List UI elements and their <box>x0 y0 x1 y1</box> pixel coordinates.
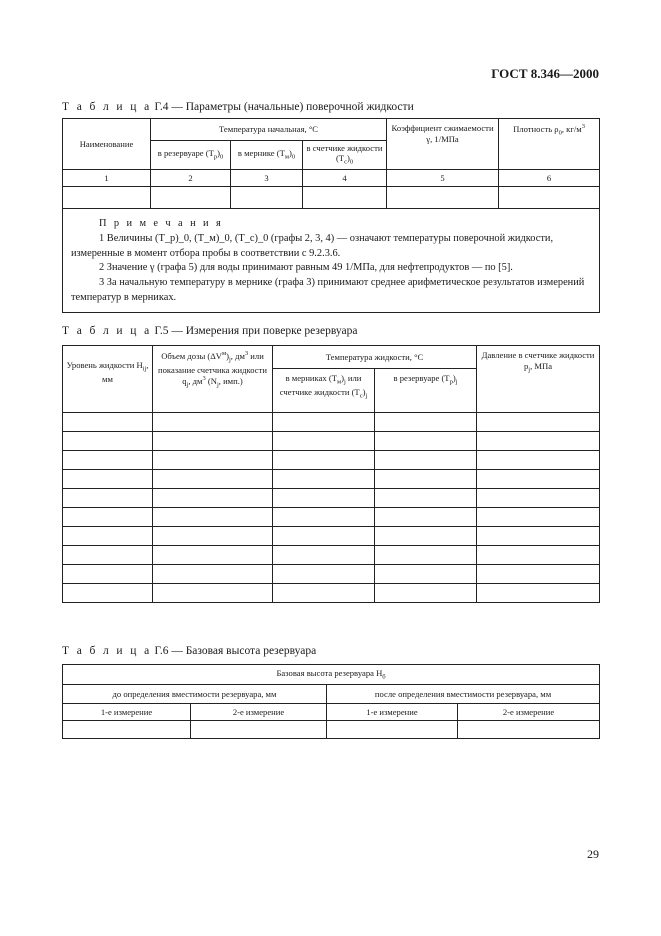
caption-text: — Параметры (начальные) поверочной жидкости <box>168 101 414 113</box>
table-cell <box>63 489 153 508</box>
header-temp-group: Температура начальная, °С <box>151 119 387 141</box>
header-temp-counter: в счетчике жидкости $(T_с)_0$ <box>303 141 387 170</box>
table-cell <box>375 508 477 527</box>
table-cell <box>375 413 477 432</box>
table-cell <box>273 451 375 470</box>
table-cell <box>63 432 153 451</box>
table-cell <box>477 584 600 603</box>
table-row <box>63 721 600 739</box>
table-cell <box>153 527 273 546</box>
table-cell <box>375 470 477 489</box>
table-cell <box>375 451 477 470</box>
table-cell <box>153 565 273 584</box>
header-level: Уровень жидкости $H_{ij}$, мм <box>63 346 153 413</box>
table-cell <box>477 546 600 565</box>
caption-text: — Базовая высота резервуара <box>168 645 317 657</box>
table-cell <box>273 470 375 489</box>
note-3: 3 За начальную температуру в мернике (графа 3) принимают среднее арифметическое результатов измерений температур в мерниках. <box>71 277 585 303</box>
header-before-m2: 2-е измерение <box>191 704 327 721</box>
table-cell <box>375 584 477 603</box>
table-cell <box>273 546 375 565</box>
table-row <box>63 546 600 565</box>
header-before: до определения вместимости резервуара, мм <box>63 685 327 704</box>
table-g5 <box>62 345 600 603</box>
table-row <box>63 470 600 489</box>
table-row <box>63 432 600 451</box>
table-cell <box>273 527 375 546</box>
table-row <box>63 527 600 546</box>
table-cell <box>63 546 153 565</box>
table-cell <box>273 413 375 432</box>
table-row <box>63 413 600 432</box>
caption-number: Г.6 <box>154 645 169 657</box>
header-compress: Коэффициент сжимаемости γ, 1/МПа <box>387 119 499 170</box>
col-number: 2 <box>151 170 231 187</box>
table-g4 <box>62 118 600 313</box>
table-cell <box>375 432 477 451</box>
page-number: 29 <box>587 847 599 861</box>
table-cell <box>63 413 153 432</box>
table-cell <box>153 413 273 432</box>
header-after: после определения вместимости резервуара, мм <box>327 685 600 704</box>
caption-prefix: Т а б л и ц а <box>62 645 152 657</box>
table-cell <box>63 451 153 470</box>
header-after-m2: 2-е измерение <box>458 704 600 721</box>
table-cell <box>477 413 600 432</box>
notes-title: П р и м е ч а н и я <box>99 218 224 229</box>
header-density: Плотность $\rho_0$, $кг/м^3$ <box>499 119 600 170</box>
table-cell <box>477 565 600 584</box>
table-cell <box>153 508 273 527</box>
table-cell <box>477 489 600 508</box>
table-row <box>63 584 600 603</box>
table-cell <box>273 584 375 603</box>
header-temp-meter: в мернике $(T_м)_0$ <box>231 141 303 170</box>
table-g6 <box>62 664 600 739</box>
header-temp-tank: в резервуаре $(T_р)_0$ <box>151 141 231 170</box>
table-row <box>63 565 600 584</box>
table-cell <box>153 470 273 489</box>
table-g5-caption <box>62 325 357 337</box>
caption-text: — Измерения при поверке резервуара <box>168 325 358 337</box>
table-g4-caption <box>62 101 414 113</box>
note-2: 2 Значение γ (графа 5) для воды принимают равным 49 1/МПа, для нефтепродуктов — по [5]. <box>99 262 513 274</box>
table-cell <box>273 432 375 451</box>
table-cell <box>153 546 273 565</box>
table-cell <box>477 451 600 470</box>
table-row <box>63 489 600 508</box>
table-cell <box>63 565 153 584</box>
table-row <box>63 187 600 209</box>
caption-number: Г.5 <box>154 325 169 337</box>
header-dose: Объем дозы $(\Delta V^м)_j$, $дм^3$ или показание счетчика жидкости $q_j$, $дм^3$ ($N_j$, имп.) <box>153 346 273 413</box>
col-number: 6 <box>499 170 600 187</box>
table-cell <box>477 470 600 489</box>
table-cell <box>153 584 273 603</box>
table-cell <box>153 451 273 470</box>
col-number: 3 <box>231 170 303 187</box>
table-cell <box>273 489 375 508</box>
header-temp-tank: в резервуаре $(T_р)_j$ <box>375 369 477 413</box>
table-cell <box>153 432 273 451</box>
col-number: 4 <box>303 170 387 187</box>
header-before-m1: 1-е измерение <box>63 704 191 721</box>
col-number: 5 <box>387 170 499 187</box>
header-name: Наименование <box>63 119 151 170</box>
table-cell <box>375 546 477 565</box>
header-after-m1: 1-е измерение <box>327 704 458 721</box>
caption-prefix: Т а б л и ц а <box>62 325 152 337</box>
table-cell <box>477 432 600 451</box>
table-cell <box>63 527 153 546</box>
table-cell <box>153 489 273 508</box>
note-1: 1 Величины (T_р)_0, (T_м)_0, (T_с)_0 (графы 2, 3, 4) — означают температуры поверочной жидкости, измеренные в момент отбора пробы в соответствии с 9.2.3.6. <box>71 232 554 259</box>
table-cell <box>375 489 477 508</box>
table-g6-caption <box>62 645 316 657</box>
column-number-row <box>63 170 600 187</box>
header-temp-group: Температура жидкости, °С <box>273 346 477 369</box>
table-cell <box>273 565 375 584</box>
col-number: 1 <box>63 170 151 187</box>
table-cell <box>63 508 153 527</box>
header-pressure: Давление в счетчике жидкости $p_j$, МПа <box>477 346 600 413</box>
table-cell <box>477 527 600 546</box>
caption-number: Г.4 <box>154 101 169 113</box>
table-cell <box>477 508 600 527</box>
document-header: ГОСТ 8.346—2000 <box>491 66 599 81</box>
table-row <box>63 508 600 527</box>
table-row <box>63 451 600 470</box>
table-cell <box>375 565 477 584</box>
table-g4-notes <box>63 209 600 313</box>
header-temp-meter: в мерниках $(T_м)_j$ или счетчике жидкости $(T_с)_j$ <box>273 369 375 413</box>
header-base-height: Базовая высота резервуара $H_б$ <box>63 665 600 685</box>
table-cell <box>273 508 375 527</box>
table-cell <box>375 527 477 546</box>
table-cell <box>63 470 153 489</box>
caption-prefix: Т а б л и ц а <box>62 101 152 113</box>
table-cell <box>63 584 153 603</box>
